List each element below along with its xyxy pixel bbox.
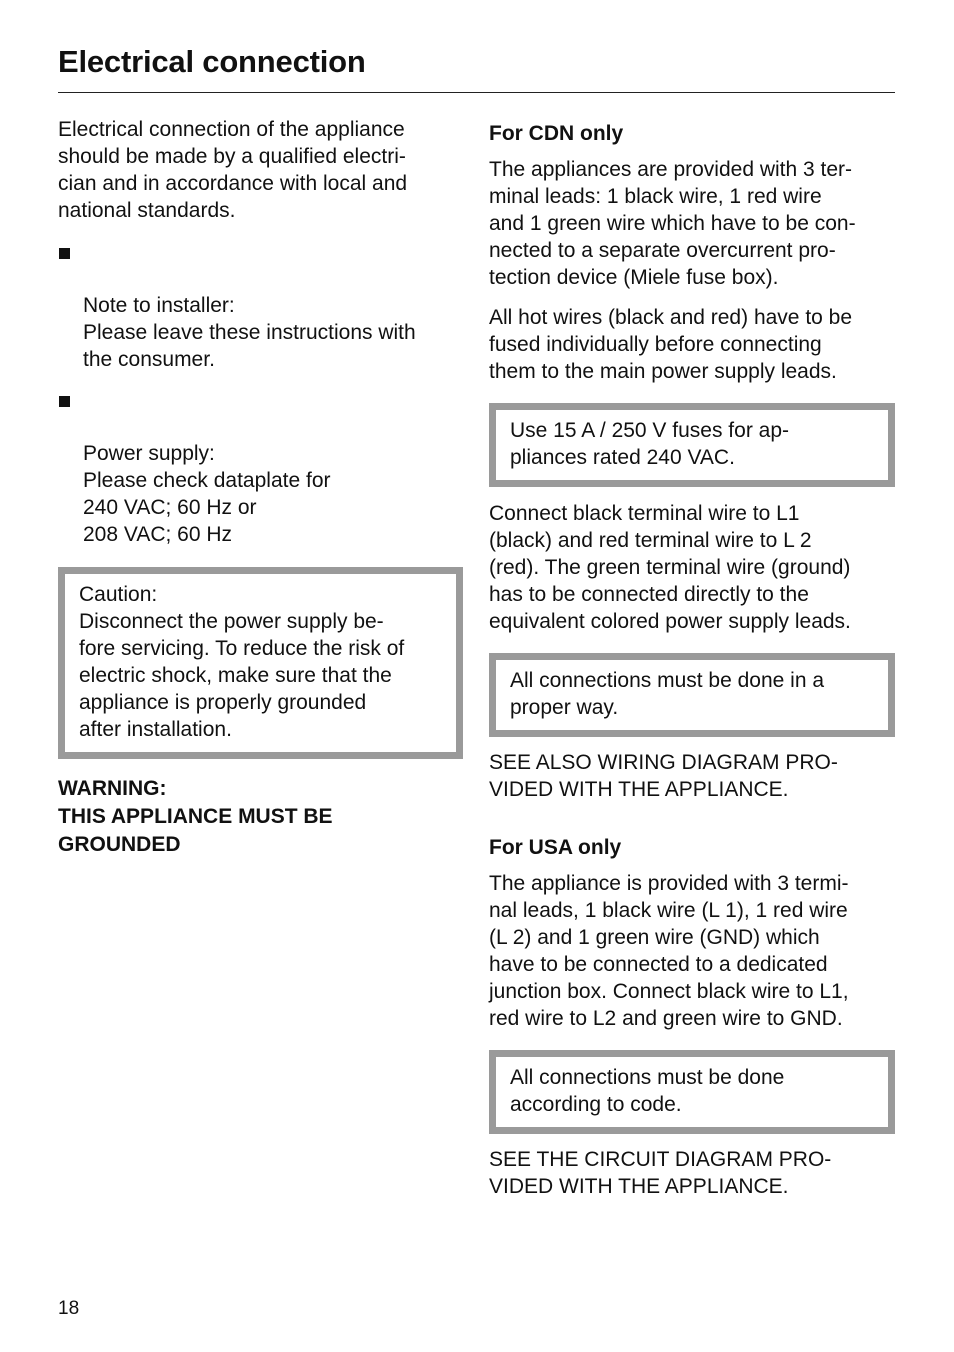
square-bullet-icon xyxy=(59,248,70,259)
cdn-leads-paragraph: The appliances are provided with 3 ter- minal leads: 1 black wire, 1 red wire and 1 green wire which have to be con- nected to a separate overcurrent pro- tection device (Miele fuse box). xyxy=(489,158,856,289)
title-divider xyxy=(58,92,895,93)
grounding-warning: WARNING: THIS APPLIANCE MUST BE GROUNDED xyxy=(58,777,333,856)
cdn-terminal-paragraph: Connect black terminal wire to L1 (black) and red terminal wire to L 2 (red). The green terminal wire (ground) has to be connected directly to the equivalent colored power supply leads. xyxy=(489,502,851,633)
page-number: 18 xyxy=(58,1298,80,1319)
right-column xyxy=(489,120,895,1200)
caution-box: Caution: Disconnect the power supply be- fore servicing. To reduce the risk of electric shock, make sure that the appliance is properly grounded after installation. xyxy=(58,567,463,759)
square-bullet-icon xyxy=(59,396,70,407)
fuse-rating-box: Use 15 A / 250 V fuses for ap- pliances rated 240 VAC. xyxy=(489,403,895,487)
wiring-diagram-note: SEE ALSO WIRING DIAGRAM PRO- VIDED WITH THE APPLIANCE. xyxy=(489,751,838,801)
cdn-heading: For CDN only xyxy=(489,122,624,145)
proper-connections-box: All connections must be done in a proper way. xyxy=(489,653,895,737)
cdn-fusing-paragraph: All hot wires (black and red) have to be fused individually before connecting them to the main power supply leads. xyxy=(489,306,853,383)
bullet-text: Power supply: Please check dataplate for 240 VAC; 60 Hz or 208 VAC; 60 Hz xyxy=(83,442,331,546)
installer-notes-list xyxy=(58,238,463,548)
code-connections-box: All connections must be done according to code. xyxy=(489,1050,895,1134)
page-title: Electrical connection xyxy=(58,44,366,79)
intro-paragraph: Electrical connection of the appliance should be made by a qualified electri- cian and in accordance with local and national standards. xyxy=(58,118,408,222)
bullet-text: Note to installer: Please leave these instructions with the consumer. xyxy=(83,294,416,371)
list-item xyxy=(58,386,463,548)
usa-leads-paragraph: The appliance is provided with 3 termi- nal leads, 1 black wire (L 1), 1 red wire (L 2) and 1 green wire (GND) which have to be connected to a dedicated junction box. Connect black wire to L1, red wire to L2 and green wire to GND. xyxy=(489,872,849,1030)
list-item xyxy=(58,238,463,373)
circuit-diagram-note: SEE THE CIRCUIT DIAGRAM PRO- VIDED WITH THE APPLIANCE. xyxy=(489,1148,832,1198)
left-column xyxy=(58,116,463,859)
usa-heading: For USA only xyxy=(489,836,622,859)
